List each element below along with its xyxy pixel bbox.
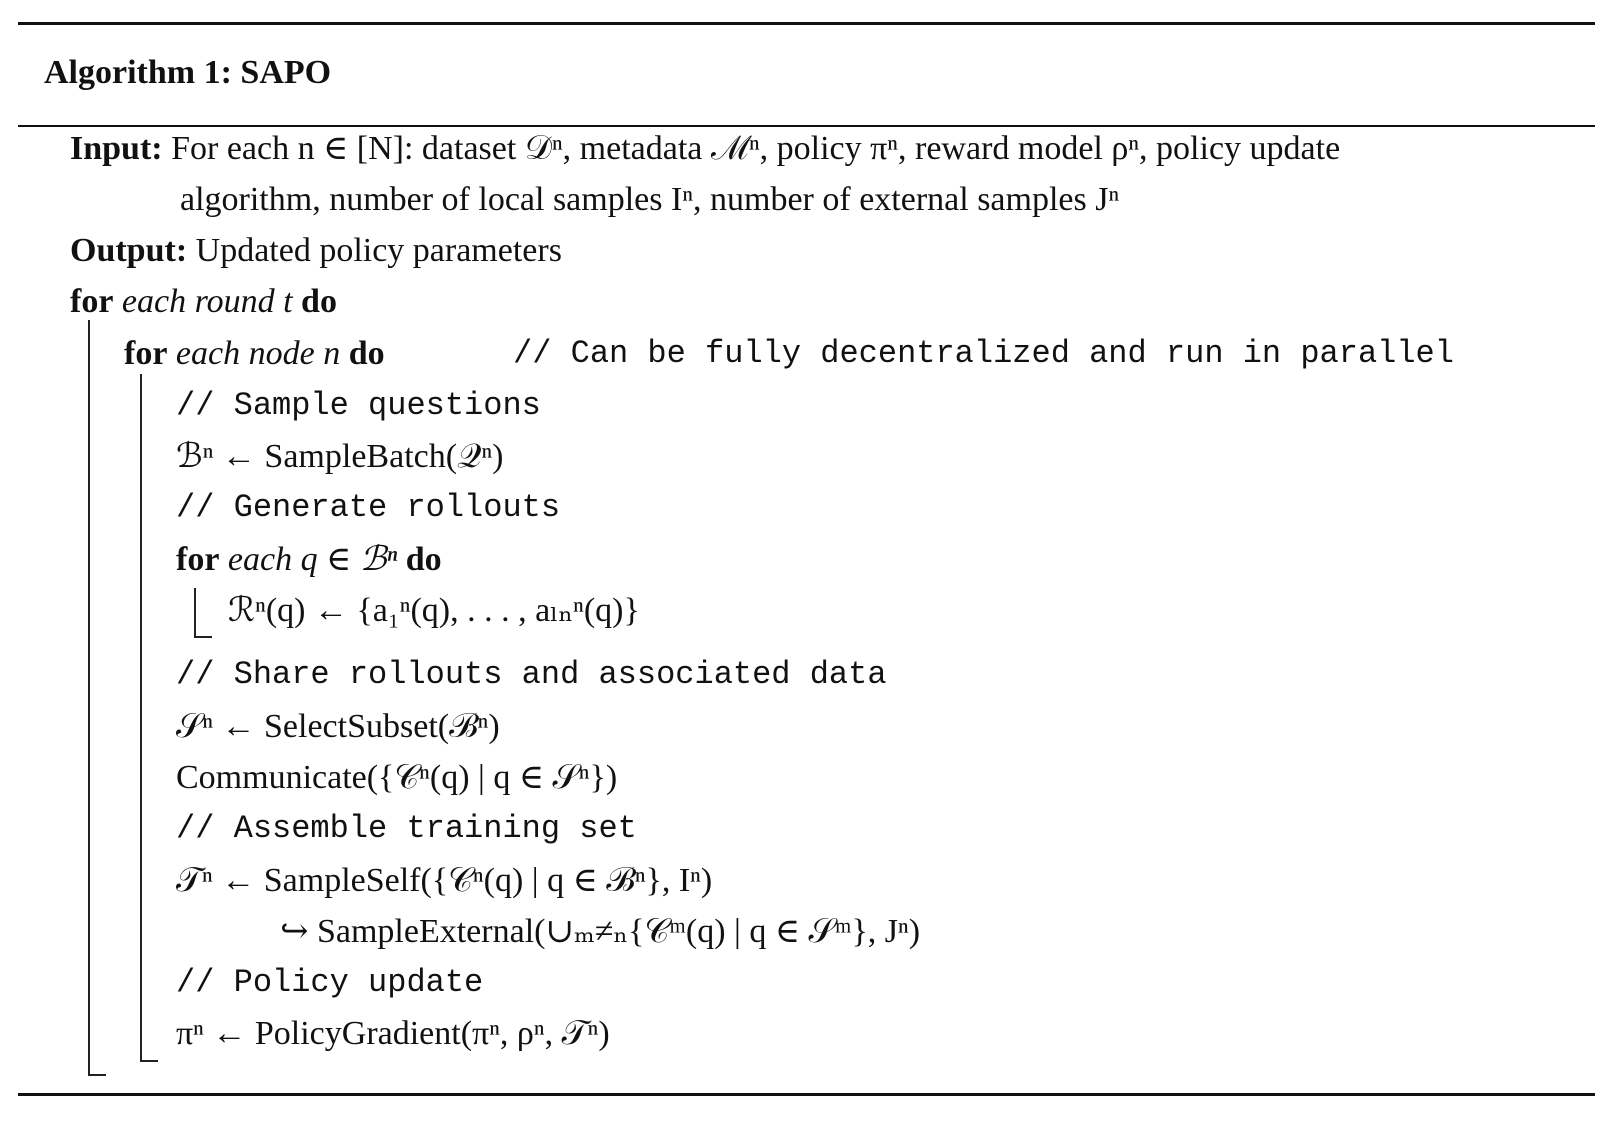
comment-generate-rollouts: // Generate rollouts — [176, 489, 561, 526]
bottom-rule — [18, 1093, 1595, 1096]
output-text: Updated policy parameters — [195, 232, 562, 269]
loop-node-comment: // Can be fully decentralized and run in parallel — [513, 335, 1454, 372]
loop-round-line: for each round t do — [70, 283, 337, 320]
line-policy-gradient: πⁿ ← PolicyGradient(πⁿ, ρⁿ, 𝒯ⁿ) — [176, 1015, 610, 1052]
comment-policy-update: // Policy update — [176, 964, 484, 1001]
loop-q-line: for each q ∈ ℬⁿ do — [176, 541, 442, 578]
line-sample-external: ↪ SampleExternal(∪ₘ≠ₙ{𝒞ᵐ(q) | q ∈ 𝒮ᵐ}, Jⁿ) — [280, 913, 921, 950]
q-block-bar — [194, 588, 196, 638]
input-line-1 — [70, 124, 1340, 174]
comment-sample-questions: // Sample questions — [176, 387, 541, 424]
algorithm-title: Algorithm 1: SAPO — [44, 54, 332, 91]
line-sample-self: 𝒯ⁿ ← SampleSelf({𝒞ⁿ(q) | q ∈ ℬⁿ}, Iⁿ) — [176, 862, 713, 899]
input-text-1: For each n ∈ [N]: dataset 𝒟ⁿ, metadata ℳⁿ, policy πⁿ, reward model ρⁿ, policy update — [171, 130, 1341, 167]
top-rule — [18, 22, 1595, 25]
line-select-subset: 𝒮ⁿ ← SelectSubset(ℬⁿ) — [176, 708, 500, 745]
input-line-2: algorithm, number of local samples Iⁿ, number of external samples Jⁿ — [180, 181, 1120, 218]
node-block-bar — [140, 374, 142, 1062]
round-block-end — [88, 1074, 106, 1076]
loop-node-line: for each node n do — [124, 335, 385, 372]
line-sample-batch: ℬⁿ ← SampleBatch(𝒬ⁿ) — [176, 438, 504, 475]
input-label: Input: — [70, 130, 163, 167]
line-rollouts: ℛⁿ(q) ← {a₁ⁿ(q), . . . , aₗₙⁿ(q)} — [228, 592, 640, 629]
comment-share-rollouts: // Share rollouts and associated data — [176, 656, 887, 693]
round-block-bar — [88, 320, 90, 1076]
output-line — [70, 226, 562, 276]
comment-assemble-training: // Assemble training set — [176, 810, 637, 847]
q-block-end — [194, 636, 212, 638]
output-label: Output: — [70, 232, 188, 269]
line-communicate: Communicate({𝒞ⁿ(q) | q ∈ 𝒮ⁿ}) — [176, 759, 618, 796]
node-block-end — [140, 1060, 158, 1062]
